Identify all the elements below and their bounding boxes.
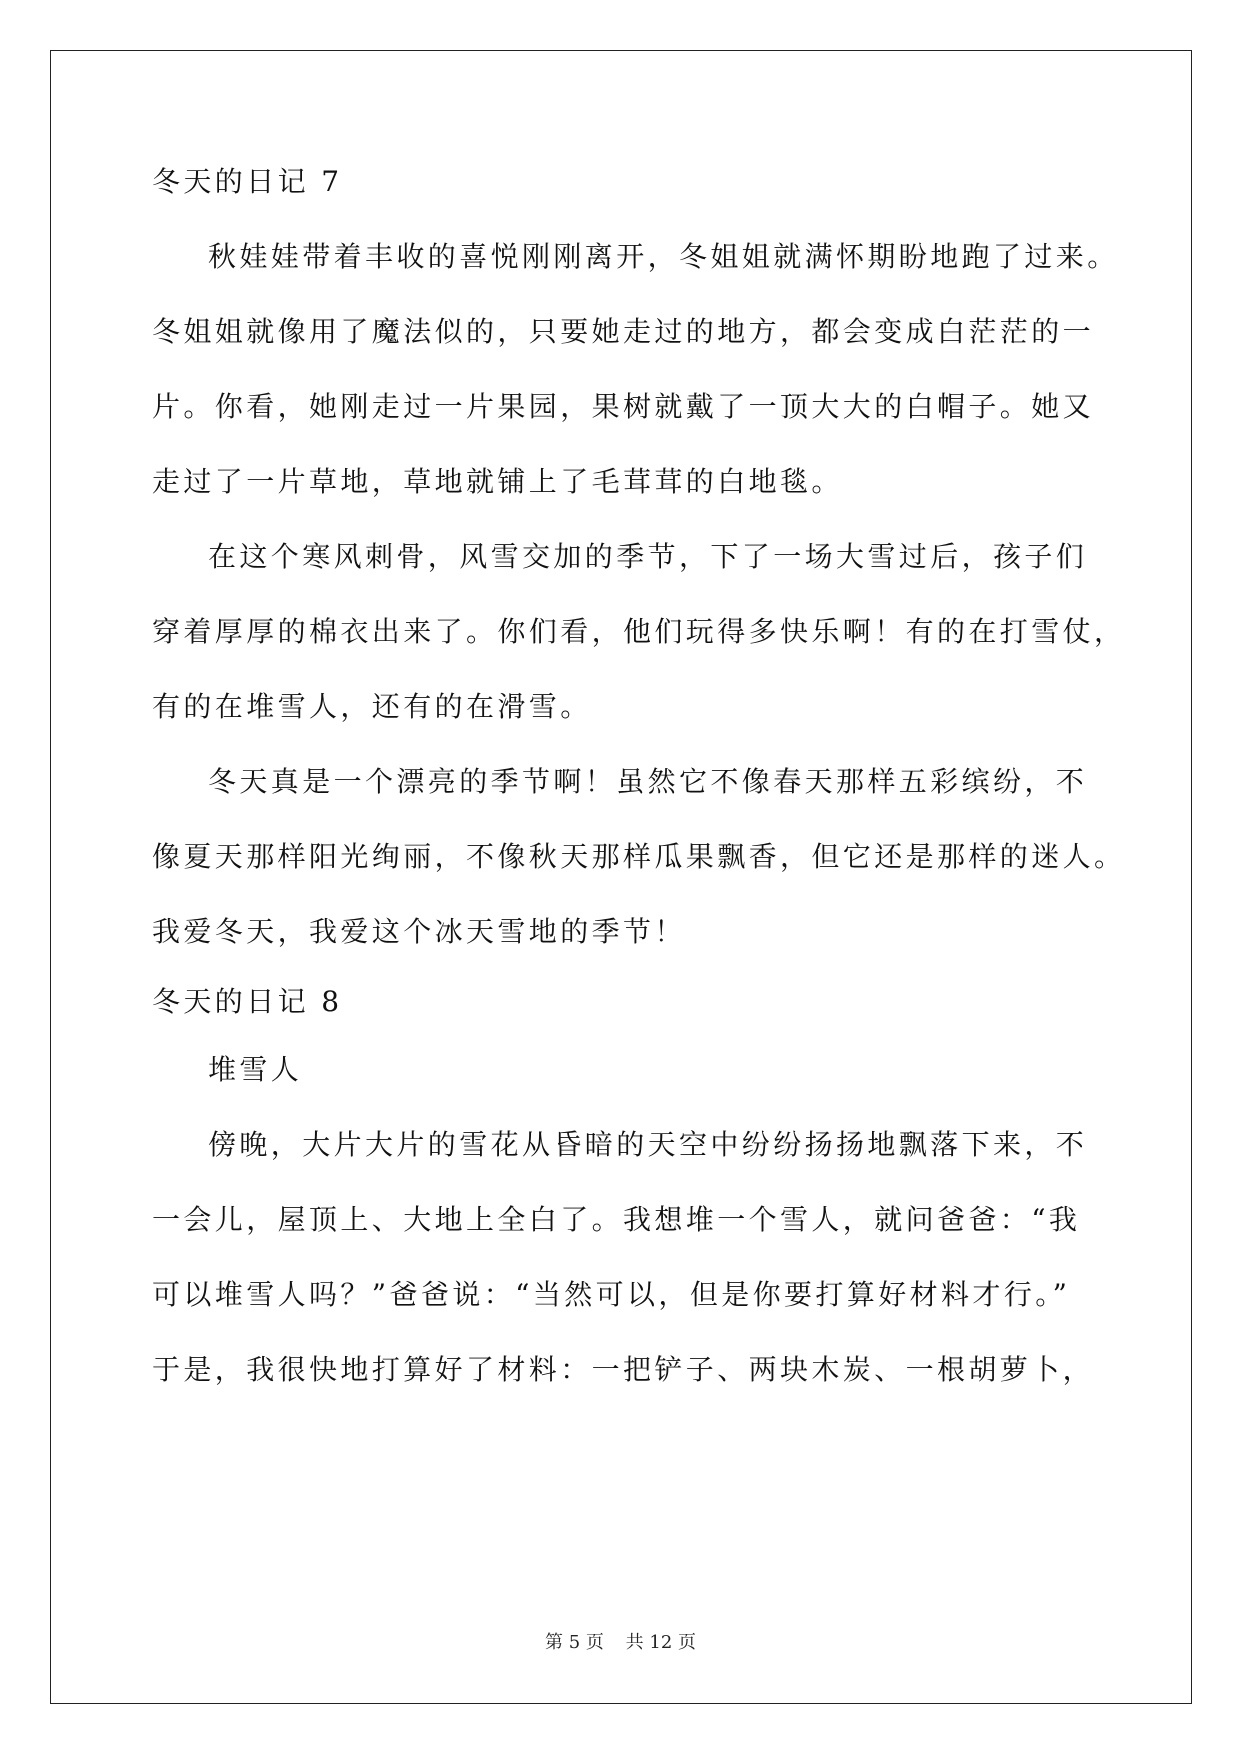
page-total: 共 12 页 [625, 1632, 696, 1653]
paragraph-line: 片。你看，她刚走过一片果园，果树就戴了一顶大大的白帽子。她又 [152, 390, 1095, 423]
entry-title: 冬天的日记 8 [152, 985, 343, 1018]
paragraph-line: 穿着厚厚的棉衣出来了。你们看，他们玩得多快乐啊！有的在打雪仗， [152, 615, 1126, 648]
page-footer [0, 1628, 1241, 1654]
paragraph-line: 于是，我很快地打算好了材料：一把铲子、两块木炭、一根胡萝卜， [152, 1353, 1095, 1386]
paragraph-line: 有的在堆雪人，还有的在滑雪。 [152, 690, 592, 723]
page-border [50, 50, 1192, 1704]
paragraph-line: 在这个寒风刺骨，风雪交加的季节，下了一场大雪过后，孩子们 [208, 540, 1088, 573]
paragraph-line: 一会儿，屋顶上、大地上全白了。我想堆一个雪人，就问爸爸：“我 [152, 1203, 1081, 1236]
paragraph-line: 像夏天那样阳光绚丽，不像秋天那样瓜果飘香，但它还是那样的迷人。 [152, 840, 1126, 873]
page-number: 第 5 页 [545, 1632, 604, 1653]
paragraph-line: 走过了一片草地，草地就铺上了毛茸茸的白地毯。 [152, 465, 843, 498]
entry-subtitle: 堆雪人 [208, 1053, 303, 1086]
entry-title: 冬天的日记 7 [152, 165, 343, 198]
paragraph-line: 我爱冬天，我爱这个冰天雪地的季节！ [152, 915, 686, 948]
paragraph-line: 冬姐姐就像用了魔法似的，只要她走过的地方，都会变成白茫茫的一 [152, 315, 1095, 348]
paragraph-line: 冬天真是一个漂亮的季节啊！虽然它不像春天那样五彩缤纷，不 [208, 765, 1088, 798]
paragraph-line: 傍晚，大片大片的雪花从昏暗的天空中纷纷扬扬地飘落下来，不 [208, 1128, 1088, 1161]
paragraph-line: 秋娃娃带着丰收的喜悦刚刚离开，冬姐姐就满怀期盼地跑了过来。 [208, 240, 1119, 273]
paragraph-line: 可以堆雪人吗？”爸爸说：“当然可以，但是你要打算好材料才行。” [152, 1278, 1071, 1311]
